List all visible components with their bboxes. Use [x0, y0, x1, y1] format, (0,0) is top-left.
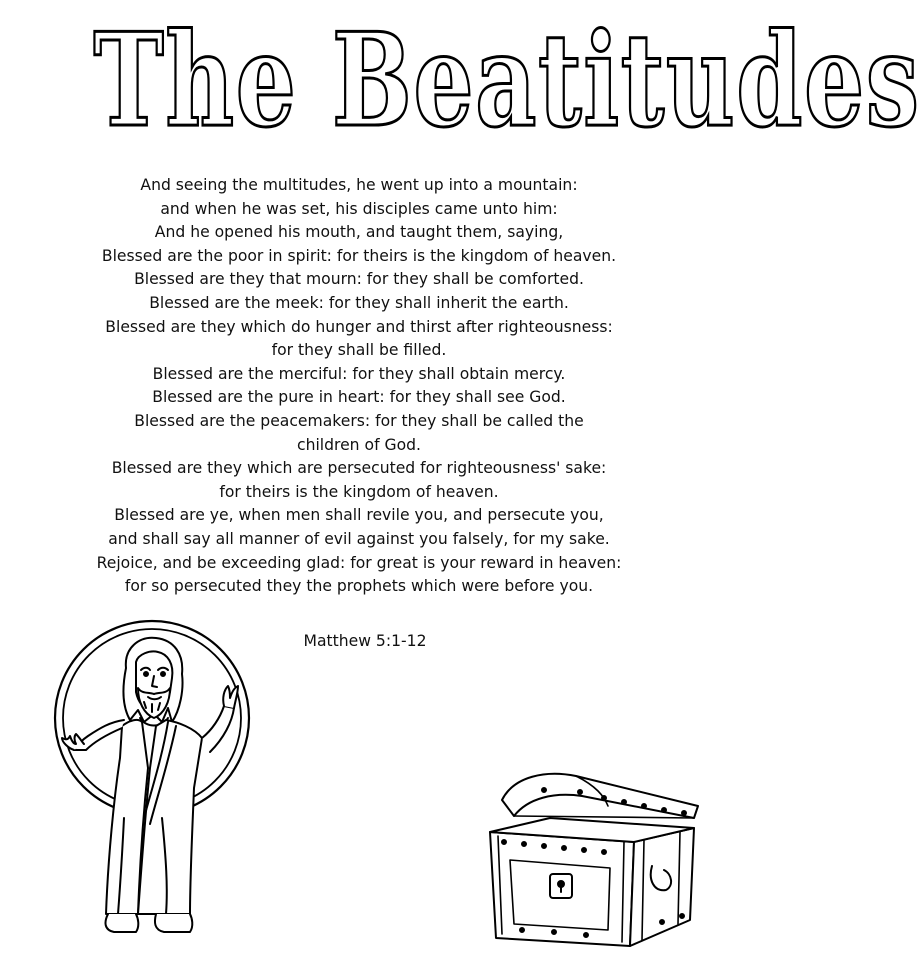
scripture-text	[0, 174, 718, 599]
verse-line: And seeing the multitudes, he went up into a mountain:	[140, 176, 578, 194]
verse-line: Rejoice, and be exceeding glad: for great is your reward in heaven:	[96, 553, 622, 572]
verse-line: Blessed are the peacemakers: for they shall be called the	[134, 411, 584, 430]
verse-line: Blessed are they which are persecuted for righteousness' sake:	[111, 459, 607, 478]
verse-line: and when he was set, his disciples came unto him:	[160, 199, 558, 218]
jesus-illustration	[44, 618, 284, 958]
verse-line: and shall say all manner of evil against you falsely, for my sake.	[108, 529, 610, 548]
verse-line: for theirs is the kingdom of heaven.	[219, 482, 499, 501]
treasure-chest-illustration	[484, 770, 706, 950]
verse-line: children of God.	[297, 435, 421, 454]
eye-left	[144, 672, 148, 676]
chest-side	[630, 828, 694, 946]
verse-line: for so persecuted they the prophets which were before you.	[124, 577, 594, 596]
chest-lid	[502, 774, 698, 818]
verse-line: And he opened his mouth, and taught them, saying,	[154, 223, 564, 242]
verse-line: Blessed are the merciful: for they shall obtain mercy.	[152, 364, 566, 383]
verse-line: Blessed are the pure in heart: for they shall see God.	[152, 388, 566, 407]
eye-right	[161, 672, 165, 676]
verse-line: for they shall be filled.	[271, 341, 447, 360]
scripture-reference: Matthew 5:1-12	[303, 632, 427, 650]
arm-right	[202, 706, 234, 752]
verse-line: Blessed are ye, when men shall revile you, and persecute you,	[114, 506, 604, 525]
verse-line: Blessed are the poor in spirit: for theirs is the kingdom of heaven.	[101, 246, 617, 265]
verse-line: Blessed are they that mourn: for they shall be comforted.	[134, 270, 584, 289]
verse-line: Blessed are they which do hunger and thirst after righteousness:	[105, 317, 613, 336]
verse-line: Blessed are the meek: for they shall inherit the earth.	[149, 293, 569, 312]
hand-right	[223, 686, 238, 708]
page-title: The Beatitudes	[93, 6, 921, 156]
foot-right	[155, 914, 192, 932]
foot-left	[106, 914, 139, 932]
